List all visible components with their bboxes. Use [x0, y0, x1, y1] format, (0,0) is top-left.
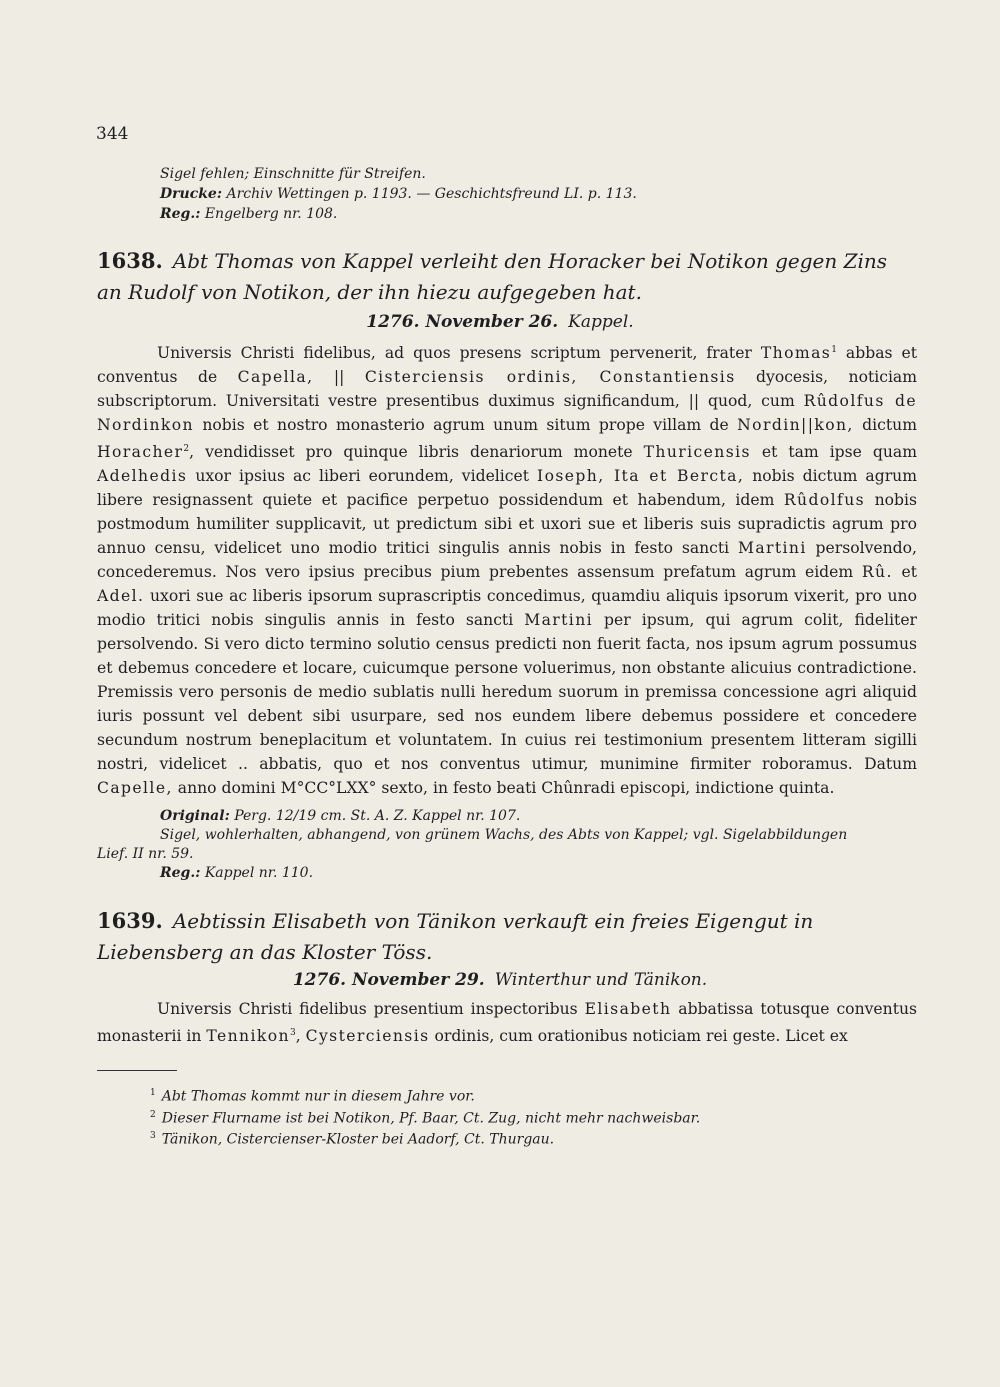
seal-description-cont: Lief. II nr. 59. — [97, 846, 194, 862]
seal-note: Sigel fehlen; Einschnitte für Streifen. — [160, 166, 426, 182]
doc-1638-regest: Reg.: Kappel nr. 110. — [160, 865, 314, 881]
doc-1638-title: Abt Thomas von Kappel verleiht den Horacker bei Notikon gegen Zins an Rudolf von Notikon, der ihn hiezu aufgegeben hat. — [97, 249, 888, 304]
doc-1639-place: Winterthur und Tänikon. — [494, 970, 708, 990]
footnote-1: $^1$ Abt Thomas kommt nur in diesem Jahre vor. — [150, 1088, 475, 1105]
prints-note — [160, 185, 637, 204]
doc-1639-number: 1639. — [97, 908, 163, 933]
footnote-3: $^3$ Tänikon, Cistercienser-Kloster bei Aadorf, Ct. Thurgau. — [150, 1131, 555, 1148]
doc-1638-text: Universis Christi fidelibus, ad quos presens scriptum pervenerit, frater Thomas$^1$ abbas et conventus de Capella, || Cisterciensis ordinis, Constantiensis dyocesis, noticiam subscriptorum. Universitati vestre presentibus duximus significandum, || quod, cum Rûdolfus de Nordinkon nobis et nostro monasterio agrum unum situm prope villam de Nordin||kon, dictum Horacher$^2$, vendidisset pro quinque libris denariorum monete Thuricensis et tam ipse quam Adelhedis uxor ipsius ac liberi eorundem, videlicet Ioseph, Ita et Bercta, nobis dictum agrum libere resignassent quiete et pacifice perpetuo possidendum et habendum, idem Rûdolfus nobis postmodum humiliter supplicavit, ut predictum sibi et uxori sue et liberis suis supradictis agrum pro annuo censu, videlicet uno modio tritici singulis annis nobis in festo sancti Martini persolvendo, concederemus. Nos vero ipsius precibus pium prebentes assensum prefatum agrum eidem Rû. et Adel. uxori sue ac liberis ipsorum suprascriptis concedimus, quamdiu aliquis ipsorum vixerit, pro uno modio tritici nobis singulis annis in festo sancti Martini per ipsum, qui agrum colit, fideliter persolvendo. Si vero dicto termino solutio census predicti non fuerit facta, nos ipsum agrum possumus et debemus concedere et locare, cuicumque persone voluerimus, non obstante alicuius contradictione. Premissis vero personis de medio sublatis nulli heredum suorum in premissa concessione agri aliquid iuris possunt vel debent sibi usurpare, sed nos eundem libere debemus possidere et concedere secundum nostrum beneplacitum et voluntatem. In cuius rei testimonium presentem litteram sigilli nostri, videlicet .. abbatis, quo et nos conventus utimur, munimine firmiter roboramus. Datum Capelle, anno domini M°CC°LXX° sexto, in festo beati Chûnradi episcopi, indictione quinta. — [97, 344, 918, 798]
doc-1638-place: Kappel. — [568, 312, 634, 332]
doc-1638-heading — [97, 245, 917, 308]
prints-label: Drucke: — [160, 186, 222, 202]
original-note: Original: Perg. 12/19 cm. St. A. Z. Kappel nr. 107. — [160, 808, 521, 824]
doc-1638-number: 1638. — [97, 248, 163, 273]
footnote-2: $^2$ Dieser Flurname ist bei Notikon, Pf. Baar, Ct. Zug, nicht mehr nachweisbar. — [150, 1110, 701, 1127]
regest-text: Engelberg nr. 108. — [204, 206, 338, 222]
seal-description: Sigel, wohlerhalten, abhangend, von grünem Wachs, des Abts von Kappel; vgl. Sigelabbildungen — [160, 827, 848, 843]
regest-note — [160, 205, 337, 224]
doc-1638-date — [0, 312, 1000, 332]
doc-1639-date-bold: 1276. November 29. — [292, 970, 485, 990]
page-number: 344 — [96, 124, 129, 144]
footnote-divider — [97, 1070, 177, 1071]
doc-1638-sources — [97, 807, 917, 883]
doc-1639-heading — [97, 905, 917, 968]
doc-1639-date — [0, 970, 1000, 990]
doc-1639-title: Aebtissin Elisabeth von Tänikon verkauft ein freies Eigengut in Liebensberg an das Kloster Töss. — [97, 909, 814, 964]
prints-text: Archiv Wettingen p. 1193. — Geschichtsfreund LI. p. 113. — [226, 186, 637, 202]
regest-label: Reg.: — [160, 206, 201, 222]
doc-1638-date-bold: 1276. November 26. — [366, 312, 559, 332]
doc-1639-text: Universis Christi fidelibus presentium inspectoribus Elisabeth abbatissa totusque conventus monasterii in Tennikon$^3$, Cysterciensis ordinis, cum orationibus noticiam rei geste. Licet ex — [97, 1000, 917, 1046]
